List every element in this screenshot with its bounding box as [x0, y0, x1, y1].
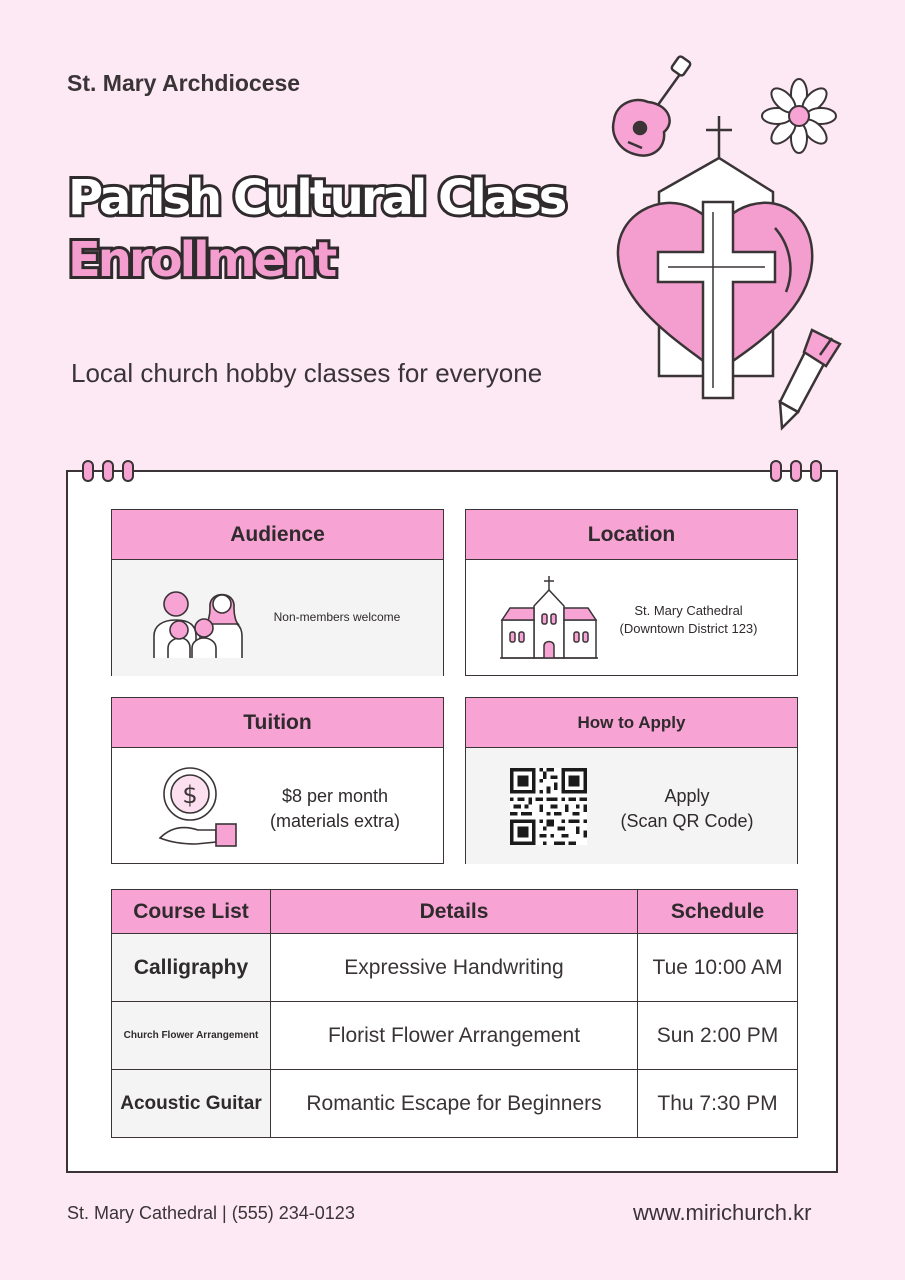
decoration-illustration: [600, 52, 860, 442]
apply-line-2: (Scan QR Code): [620, 811, 754, 831]
table-row: [112, 1002, 798, 1070]
tuition-line-2: (materials extra): [269, 811, 401, 831]
title-line-1: Parish Cultural Class: [68, 170, 565, 226]
binder-ring: [82, 460, 94, 482]
audience-heading: Audience: [112, 510, 443, 560]
apply-line-1: Apply: [664, 786, 710, 806]
binder-ring: [770, 460, 782, 482]
location-line-2: (Downtown District 123): [619, 621, 758, 636]
apply-box: [465, 697, 798, 864]
table-row: [112, 1070, 798, 1138]
audience-box: [111, 509, 444, 676]
tuition-text: [262, 784, 408, 834]
apply-heading: How to Apply: [466, 698, 797, 748]
coin-hand-icon: [158, 764, 242, 848]
qr-code-icon[interactable]: [510, 768, 587, 845]
course-schedule: Thu 7:30 PM: [638, 1070, 798, 1138]
binder-ring: [790, 460, 802, 482]
footer-contact: St. Mary Cathedral | (555) 234-0123: [67, 1203, 355, 1223]
course-schedule: Sun 2:00 PM: [638, 1002, 798, 1070]
subtitle: Local church hobby classes for everyone: [71, 358, 543, 388]
church-icon: [500, 574, 600, 660]
table-header-row: [112, 890, 798, 934]
organization-name: St. Mary Archdiocese: [67, 70, 301, 96]
tuition-heading: Tuition: [112, 698, 443, 748]
column-header-course: Course List: [112, 890, 271, 934]
column-header-schedule: Schedule: [638, 890, 798, 934]
binder-ring: [122, 460, 134, 482]
course-schedule: Tue 10:00 AM: [638, 934, 798, 1002]
course-name: Calligraphy: [112, 934, 271, 1002]
course-table: [111, 889, 798, 1138]
course-details: Expressive Handwriting: [271, 934, 638, 1002]
audience-text: Non-members welcome: [273, 610, 401, 624]
info-card: [66, 470, 838, 1173]
svg-text:$: $: [182, 781, 198, 809]
course-details: Florist Flower Arrangement: [271, 1002, 638, 1070]
column-header-details: Details: [271, 890, 638, 934]
flower-icon: [762, 79, 836, 153]
church-heart-cross-icon: [618, 116, 812, 398]
course-name: Church Flower Arrangement: [112, 1002, 271, 1070]
footer-website-link[interactable]: www.mirichurch.kr: [633, 1200, 812, 1225]
title-line-2: Enrollment: [68, 232, 335, 288]
location-line-1: St. Mary Cathedral: [634, 603, 743, 618]
apply-text: [612, 784, 762, 834]
course-details: Romantic Escape for Beginners: [271, 1070, 638, 1138]
family-icon: [148, 580, 248, 660]
location-box: [465, 509, 798, 676]
location-heading: Location: [466, 510, 797, 560]
table-row: [112, 934, 798, 1002]
course-name: Acoustic Guitar: [112, 1070, 271, 1138]
tuition-box: [111, 697, 444, 864]
guitar-icon: [613, 55, 691, 155]
binder-ring: [810, 460, 822, 482]
binder-ring: [102, 460, 114, 482]
tuition-line-1: $8 per month: [281, 786, 389, 806]
location-text: [606, 602, 771, 638]
pen-icon: [780, 330, 840, 428]
